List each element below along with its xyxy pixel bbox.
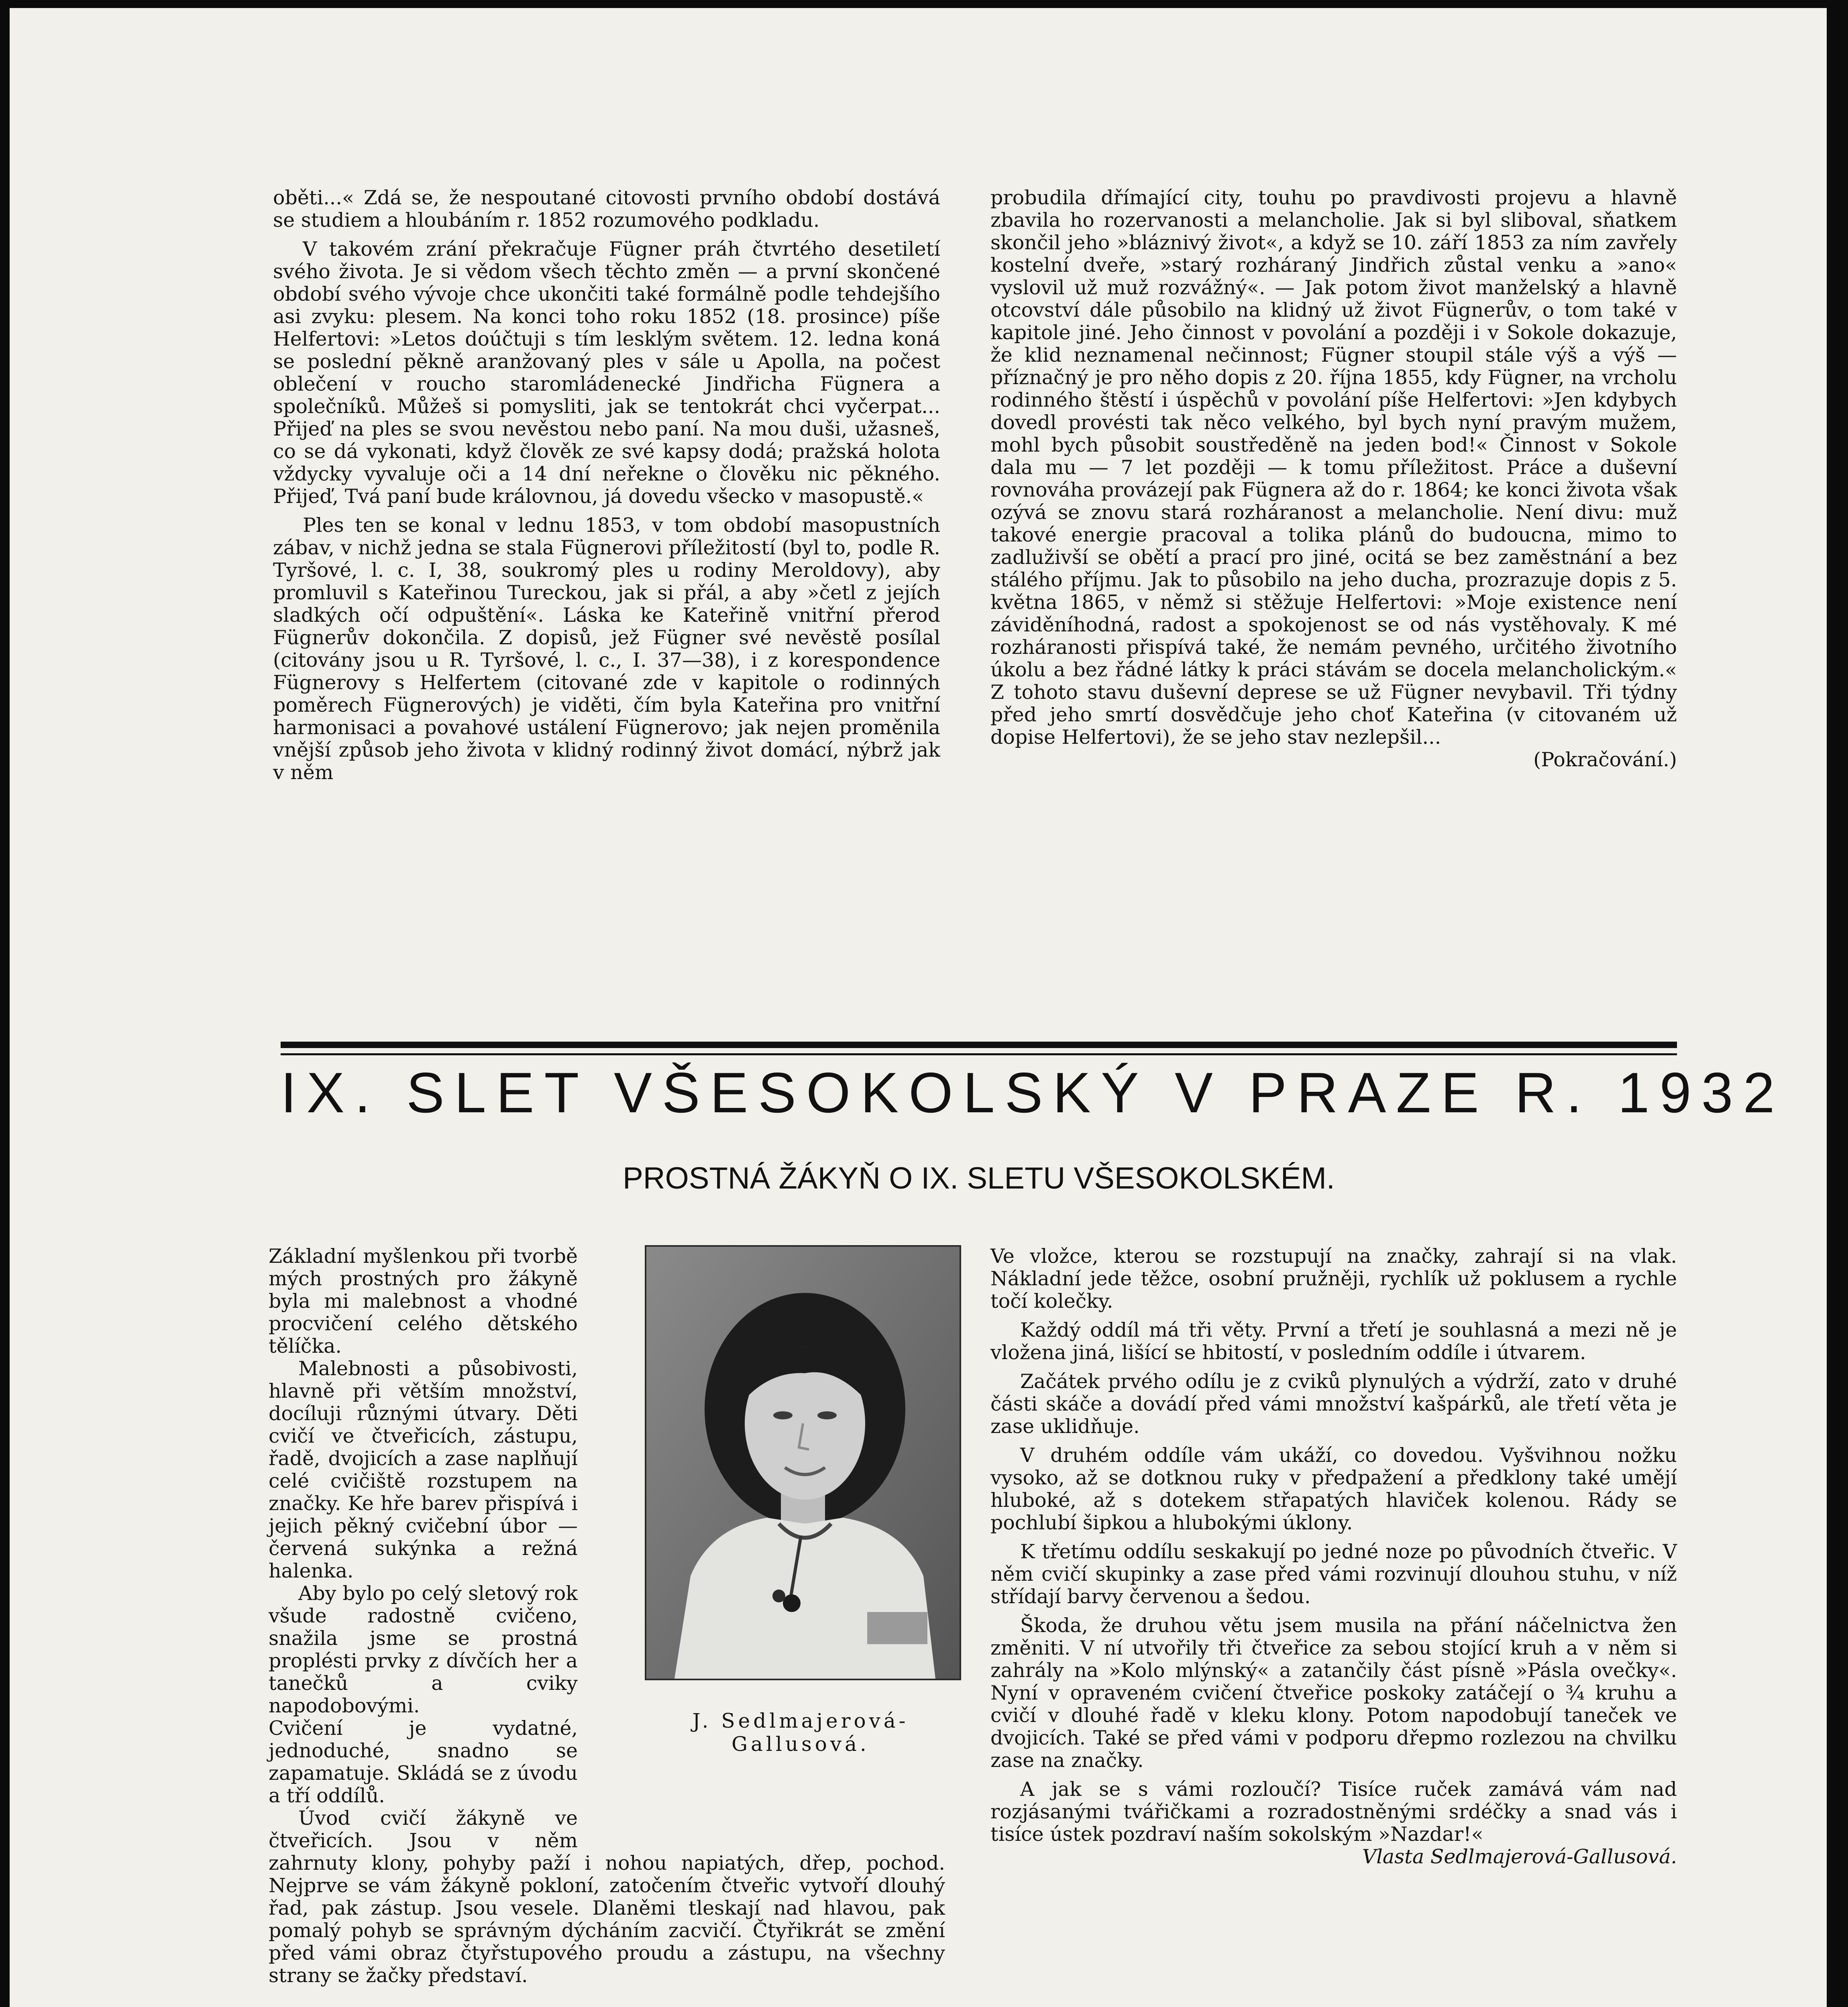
- previous-article-right-column: [990, 187, 1677, 771]
- paragraph: Ve vložce, kterou se rozstupují na značky, zahrají si na vlak. Nákladní jede těžce, osobní pružněji, rychlík už poklusem a rychle točí kolečky.: [990, 1245, 1677, 1313]
- article-title: PROSTNÁ ŽÁKYŇ O IX. SLETU VŠESOKOLSKÉM.: [623, 1161, 1335, 1195]
- paragraph: Začátek prvého odílu je z cviků plynulých a výdrží, zato v druhé části skáče a dovádí před vámi množství kašpárků, ale třetí věta je zase uklidňuje.: [990, 1370, 1677, 1438]
- paragraph: Úvod cvičí žákyně ve čtveřicích. Jsou v něm zahrnuty klony, pohyby paží i nohou napiatých, dřep, pochod. Nejprve se vám žákyně pokloní, zatočením čtveřic vytvoří dlouhý řad, pak zástup. Jsou vesele. Dlaněmi tleskají nad hlavou, pak pomalý pohyb se správným dýcháním zacvičí. Čtyřikrát se změní před vámi obraz čtyřstupového proudu a zástupu, na všechny strany se žačky představí.: [269, 1807, 945, 1987]
- section-heading: IX. SLET VŠESOKOLSKÝ V PRAZE R. 1932: [281, 1061, 1785, 1125]
- paragraph: Aby bylo po celý sletový rok všude radostně cvičeno, snažila jsme se prostná proplésti prvky z dívčích her a tanečků a cviky napodobovými.: [269, 1582, 578, 1717]
- section-rule-thin: [281, 1053, 1677, 1055]
- caption-line: Gallusová.: [731, 1732, 870, 1756]
- continued-note: (Pokračování.): [1533, 748, 1677, 771]
- paragraph: probudila dřímající city, touhu po pravdivosti projevu a hlavně zbavila ho rozervanosti a melancholie. Jak si byl sliboval, sňatkem skončil jeho »bláznivý život«, a když se 10. září 1853 za ním zavřely kostelní dveře, »starý rozháraný Jindřich zůstal venku a »ano« vyslovil už muž rozvážný«. — Jak potom život manželský a hlavně otcovství dále působilo na klidný už život Fügnerův, o tom také v kapitole jiné. Jeho činnost v povolání a později i v Sokole dokazuje, že klid neznamenal nečinnost; Fügner stoupil stále výš a výš — příznačný je pro něho dopis z 20. října 1855, kdy Fügner, na vrcholu rodinného štěstí i úspěchů v povolání píše Helfertovi: »Jen kdybych dovedl provésti tak něco velkého, byl bych nyní pravým mužem, mohl bych působit soustředěně na jeden bod!« Činnost v Sokole dala mu — 7 let později — k tomu příležitost. Práce a duševní rovnováha provázejí pak Fügnera až do r. 1864; ke konci života však ozývá se znovu stará rozháranost a melancholie. Není divu: muž takové energie pracoval a tolika plánů do budoucna, mimo to zadluživší se obětí a prací pro jiné, ocitá se bez zaměstnání a bez stálého příjmu. Jak to působilo na jeho ducha, prozrazuje dopis z 5. května 1865, v němž si stěžuje Helfertovi: »Moje existence není záviděníhodná, radost a spokojenost se od nás vystěhovaly. K mé rozháranosti přispívá také, že nemám pevného, určitého životního úkolu a bez řádné látky k práci stávám se docela melancholickým.« Z tohoto stavu duševní deprese se už Fügner nevybavil. Tři týdny před jeho smrtí dosvědčuje jeho choť Kateřina (v citovaném už dopise Helfertovi), že se jeho stav nezlepšil...: [990, 186, 1677, 749]
- paragraph: V druhém oddíle vám ukáží, co dovedou. Vyšvihnou nožku vysoko, až se dotknou ruky v předpažení a předklony také umějí hluboké, až s dotekem střapatých hlaviček kolenou. Rády se pochlubí šipkou a hlubokými úklony.: [990, 1444, 1677, 1534]
- paragraph: Cvičení je vydatné, jednoduché, snadno se zapamatuje. Skládá se z úvodu a tří oddílů.: [269, 1717, 578, 1807]
- article-right-column: [990, 1245, 1677, 1868]
- section-rule: [281, 1042, 1677, 1048]
- paragraph: A jak se s vámi rozloučí? Tisíce ruček zamává vám nad rozjásanými tvářičkami a rozradostněnými srdéčky a snad vás i tisíce ústek pozdraví naším sokolským »Nazdar!«: [990, 1778, 1677, 1846]
- paragraph: Základní myšlenkou při tvorbě mých prostných pro žákyně byla mi malebnost a vhodné procvičení celého dětského tělíčka.: [269, 1245, 578, 1358]
- paragraph: Každý oddíl má tři věty. První a třetí je souhlasná a mezi ně je vložena jiná, lišící se hbitostí, v posledním oddíle i útvarem.: [990, 1319, 1677, 1364]
- paragraph: Škoda, že druhou větu jsem musila na přání náčelnictva žen změniti. V ní utvořily tři čtveřice za sebou stojící kruh a v něm si zahrály na »Kolo mlýnský« a zatančily část písně »Pásla ovečky«. Nyní v opraveném cvičení čtveřice poskoky zatáčejí o ¾ kruhu a cvičí v dlouhé řadě v kleku klony. Potom napodobují taneček ve dvojicích. Také se před vámi v podporu dřepmo rozlezou na chvilku zase na značky.: [990, 1614, 1677, 1772]
- author-signature: Vlasta Sedlmajerová-Gallusová.: [1362, 1845, 1677, 1868]
- paragraph: oběti...« Zdá se, že nespoutané citovosti prvního období dostává se studiem a hloubáním r. 1852 rozumového podkladu.: [273, 186, 940, 232]
- paragraph: Malebnosti a působivosti, hlavně při větším množství, docíluji různými útvary. Děti cvičí ve čtveřicích, zástupu, řadě, dvojicích a zase naplňují celé cvičiště rozstupem na značky. Ke hře barev přispívá i jejich pěkný cvičební úbor — červená sukýnka a režná halenka.: [269, 1357, 578, 1582]
- paragraph: K třetímu oddílu seskakují po jedné noze po původních čtveřic. V něm cvičí skupinky a zase před vámi rozvinují dlouhou stuhu, v níž střídají barvy červenou a šedou.: [990, 1540, 1677, 1608]
- caption-line: J. Sedlmajerová-: [692, 1709, 909, 1732]
- paragraph: V takovém zrání překračuje Fügner práh čtvrtého desetiletí svého života. Je si vědom všech těchto změn — a první skončené období svého vývoje chce ukončiti také formálně podle tehdejšího asi zvyku: plesem. Na konci toho roku 1852 (18. prosince) píše Helfertovi: »Letos doúčtuji s tím lesklým světem. 12. ledna koná se poslední pěkně aranžovaný ples v sále u Apolla, na počest oblečení v roucho staromládenecké Jindřicha Fügnera a společníků. Můžeš si pomysliti, jak se tentokrát chci vyčerpat... Přijeď na ples se svou nevěstou nebo paní. Na mou duši, užasneš, co se dá vykonati, když člověk ze své kapsy dodá; pražská holota vždycky vyvaluje oči a 14 dní neřekne o člověku nic pěkného. Přijeď, Tvá paní bude královnou, já dovedu všecko v masopustě.«: [273, 238, 940, 508]
- paragraph: Ples ten se konal v lednu 1853, v tom období masopustních zábav, v nichž jedna se stala Fügnerovi příležitostí (byl to, podle R. Tyršové, l. c. I, 38, soukromý ples u rodiny Meroldovy), aby promluvil s Kateřinou Tureckou, jak si přál, a aby »četl z jejích sladkých očí odpuštění«. Láska ke Kateřině vnitřní přerod Fügnerův dokončila. Z dopisů, jež Fügner své nevěstě posílal (citovány jsou u R. Tyršové, l. c., I. 37—38), i z korespondence Fügnerovy s Helfertem (citované zde v kapitole o rodinných poměrech Fügnerových) je viděti, čím byla Kateřina pro vnitřní harmonisaci a povahové ustálení Fügnerovo; jak nejen proměnila vnější způsob jeho života v klidný rodinný život domácí, nýbrž jak v něm: [273, 514, 940, 784]
- previous-article-left-column: [273, 187, 940, 784]
- article-left-column: [269, 1245, 945, 2007]
- magazine-page: [10, 8, 1827, 2007]
